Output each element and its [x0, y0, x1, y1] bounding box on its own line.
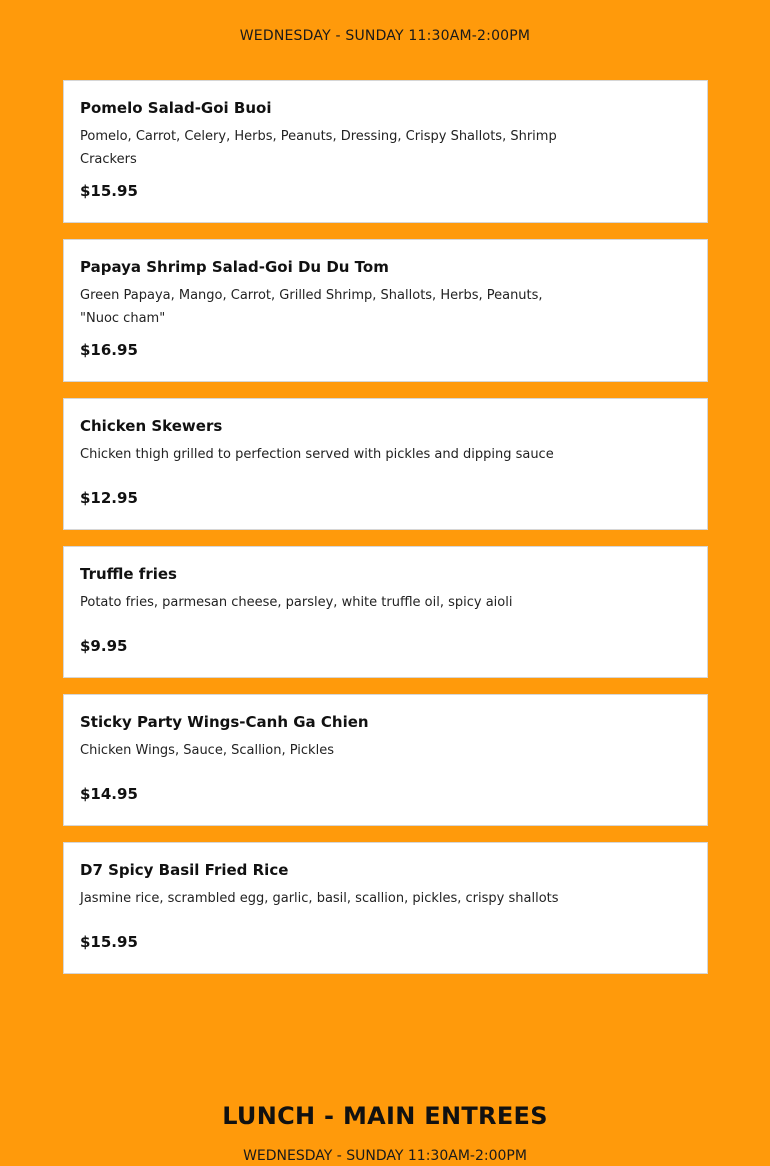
menu-item-price: $9.95 [80, 636, 128, 655]
menu-item-card [63, 239, 708, 382]
menu-item-card [63, 80, 708, 223]
menu-item-name: Sticky Party Wings-Canh Ga Chien [80, 713, 369, 731]
menu-item-description: Potato fries, parmesan cheese, parsley, white truffle oil, spicy aioli [80, 595, 513, 610]
menu-item-price: $15.95 [80, 182, 138, 200]
menu-item-card [63, 842, 708, 974]
menu-item-card [63, 398, 708, 530]
menu-item-card [63, 546, 708, 678]
menu-item-name: Truffle fries [80, 565, 177, 583]
menu-item-name: Chicken Skewers [80, 417, 223, 435]
main-entrees-hours-text: WEDNESDAY - SUNDAY 11:30AM-2:00PM [243, 1148, 527, 1164]
menu-item-name: Papaya Shrimp Salad-Goi Du Du Tom [80, 258, 389, 276]
menu-item-price: $14.95 [80, 784, 138, 803]
menu-item-list [63, 80, 708, 990]
section-heading-main-entrees: LUNCH - MAIN ENTREES [222, 1102, 548, 1130]
menu-item-price: $16.95 [80, 341, 138, 359]
menu-item-description: Green Papaya, Mango, Carrot, Grilled Shrimp, Shallots, Herbs, Peanuts, "Nuoc cham" [80, 288, 543, 326]
menu-item-price: $15.95 [80, 932, 138, 951]
menu-item-description: Pomelo, Carrot, Celery, Herbs, Peanuts, Dressing, Crispy Shallots, Shrimp Crackers [80, 129, 557, 167]
lunch-hours-text: WEDNESDAY - SUNDAY 11:30AM-2:00PM [239, 28, 531, 44]
menu-item-description: Jasmine rice, scrambled egg, garlic, basil, scallion, pickles, crispy shallots [80, 891, 559, 906]
menu-item-description: Chicken Wings, Sauce, Scallion, Pickles [80, 743, 334, 758]
menu-item-name: Pomelo Salad-Goi Buoi [80, 99, 272, 117]
menu-item-price: $12.95 [80, 488, 138, 507]
menu-item-name: D7 Spicy Basil Fried Rice [80, 861, 289, 879]
menu-item-card [63, 694, 708, 826]
menu-item-description: Chicken thigh grilled to perfection served with pickles and dipping sauce [80, 447, 554, 462]
